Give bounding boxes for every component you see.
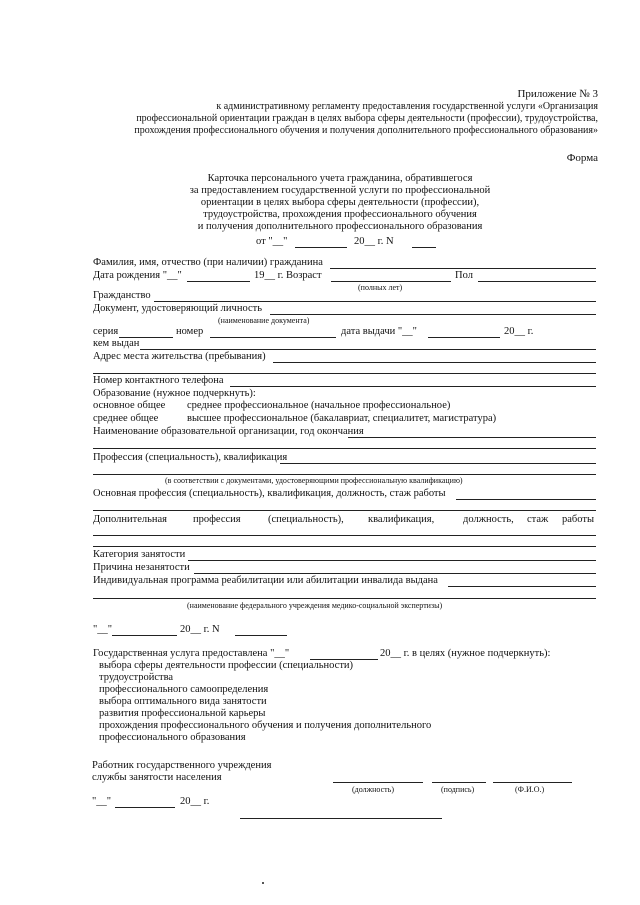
citizenship-field[interactable] bbox=[154, 301, 596, 302]
sign-date-label: "__" bbox=[92, 796, 112, 807]
extra-prof-word: стаж bbox=[527, 514, 549, 525]
extra-prof-word: квалификация, bbox=[368, 514, 435, 525]
fio-label: Фамилия, имя, отчество (при наличии) гражданина bbox=[93, 257, 323, 268]
card-title-line: Карточка персонального учета гражданина, обратившегося bbox=[207, 173, 473, 184]
issued-by-field[interactable] bbox=[140, 349, 596, 350]
edu-secondary-option[interactable]: среднее общее bbox=[93, 413, 159, 424]
number-label: номер bbox=[176, 326, 204, 337]
profession-field[interactable] bbox=[280, 463, 596, 464]
card-title-line: и получения дополнительного профессионального образования bbox=[197, 221, 483, 232]
mse-date-label: "__" bbox=[93, 624, 113, 635]
sign-month-field[interactable] bbox=[115, 807, 175, 808]
sign-note: (подпись) bbox=[441, 785, 475, 794]
unemployment-reason-label: Причина незанятости bbox=[93, 562, 190, 573]
issue-month-field[interactable] bbox=[428, 337, 500, 338]
service-year-label: 20__ г. в целях (нужное подчеркнуть): bbox=[380, 648, 551, 659]
sex-field[interactable] bbox=[478, 281, 596, 282]
ipr-field-2[interactable] bbox=[93, 598, 596, 599]
card-title bbox=[140, 173, 540, 233]
id-doc-label: Документ, удостоверяющий личность bbox=[93, 303, 262, 314]
fio-note: (Ф.И.О.) bbox=[515, 785, 545, 794]
ipr-field[interactable] bbox=[448, 586, 596, 587]
extra-prof-word: работы bbox=[562, 514, 595, 525]
ipr-label: Индивидуальная программа реабилитации или абилитации инвалида выдана bbox=[93, 575, 438, 586]
service-goal[interactable]: выбора оптимального вида занятости bbox=[99, 696, 267, 707]
edu-higher-option[interactable]: высшее профессиональное (бакалавриат, специалитет, магистратура) bbox=[187, 413, 497, 424]
edu-org-label: Наименование образовательной организации, год окончания bbox=[93, 426, 364, 437]
edu-org-field-2[interactable] bbox=[93, 448, 596, 449]
service-goal[interactable]: прохождения профессионального обучения и получения дополнительного bbox=[99, 720, 432, 731]
edu-org-field[interactable] bbox=[348, 437, 596, 438]
card-title-line: трудоустройства, прохождения профессионального обучения bbox=[203, 209, 477, 220]
mse-number-field[interactable] bbox=[235, 635, 287, 636]
service-provided-label: Государственная услуга предоставлена "__" bbox=[93, 648, 290, 659]
extra-prof-word: (специальность), bbox=[268, 514, 344, 525]
unemployment-reason-field[interactable] bbox=[194, 573, 596, 574]
edu-basic-option[interactable]: основное общее bbox=[93, 400, 166, 411]
mse-year-label: 20__ г. N bbox=[180, 624, 220, 635]
qualification-note: (в соответствии с документами, удостоверяющими профессиональную квалификацию) bbox=[165, 476, 463, 485]
sex-label: Пол bbox=[455, 270, 473, 281]
profession-field-2[interactable] bbox=[93, 474, 596, 475]
worker-label-1: Работник государственного учреждения bbox=[92, 760, 272, 771]
card-date-month-field[interactable] bbox=[295, 247, 347, 248]
service-goal[interactable]: профессионального образования bbox=[99, 732, 246, 743]
full-years-note: (полных лет) bbox=[358, 283, 403, 292]
appendix-title: Приложение № 3 bbox=[517, 88, 598, 100]
extra-prof-field[interactable] bbox=[93, 535, 596, 536]
service-goal[interactable]: выбора сферы деятельности профессии (специальности) bbox=[99, 660, 354, 671]
mse-note: (наименование федерального учреждения медико-социальной экспертизы) bbox=[187, 601, 443, 610]
education-label: Образование (нужное подчеркнуть): bbox=[93, 388, 256, 399]
worker-label-2: службы занятости населения bbox=[92, 772, 222, 783]
appendix-line-2: профессиональной ориентации граждан в целях выбора сферы деятельности (профессии), трудоустройства, bbox=[136, 113, 598, 124]
sign-year-label: 20__ г. bbox=[180, 796, 210, 807]
dob-label: Дата рождения "__" bbox=[93, 270, 182, 281]
main-profession-label: Основная профессия (специальность), квалификация, должность, стаж работы bbox=[93, 488, 446, 499]
phone-label: Номер контактного телефона bbox=[93, 375, 224, 386]
extra-prof-field-2[interactable] bbox=[93, 546, 596, 547]
card-title-line: ориентации в целях выбора сферы деятельности (профессии), bbox=[200, 197, 480, 208]
card-date-year: 20__ г. N bbox=[354, 236, 394, 247]
form-label: Форма bbox=[566, 152, 598, 164]
service-goal[interactable]: развития профессиональной карьеры bbox=[99, 708, 266, 719]
address-field[interactable] bbox=[273, 362, 596, 363]
doc-name-note: (наименование документа) bbox=[218, 316, 310, 325]
edu-mid-prof-option[interactable]: среднее профессиональное (начальное профессиональное) bbox=[187, 400, 451, 411]
phone-field[interactable] bbox=[230, 386, 596, 387]
age-field[interactable] bbox=[331, 281, 451, 282]
issue-date-label: дата выдачи "__" bbox=[341, 326, 417, 337]
extra-prof-word: профессия bbox=[193, 514, 241, 525]
fio-signature-field[interactable] bbox=[493, 782, 572, 783]
dob-year-label: 19__ г. Возраст bbox=[254, 270, 322, 281]
bottom-rule bbox=[240, 818, 442, 819]
id-doc-field[interactable] bbox=[270, 314, 596, 315]
employment-category-label: Категория занятости bbox=[93, 549, 186, 560]
series-label: серия bbox=[93, 326, 119, 337]
address-label: Адрес места жительства (пребывания) bbox=[93, 351, 266, 362]
employment-category-field[interactable] bbox=[188, 560, 596, 561]
address-field-2[interactable] bbox=[93, 373, 596, 374]
main-profession-field[interactable] bbox=[456, 499, 596, 500]
service-goal[interactable]: профессионального самоопределения bbox=[99, 684, 269, 695]
position-field[interactable] bbox=[333, 782, 423, 783]
service-goals-list bbox=[99, 660, 431, 744]
mse-month-field[interactable] bbox=[112, 635, 177, 636]
profession-label: Профессия (специальность), квалификация bbox=[93, 452, 288, 463]
service-goal[interactable]: трудоустройства bbox=[99, 672, 174, 683]
signature-field[interactable] bbox=[432, 782, 486, 783]
citizenship-label: Гражданство bbox=[93, 290, 151, 301]
main-profession-field-2[interactable] bbox=[93, 510, 596, 511]
dob-month-field[interactable] bbox=[187, 281, 250, 282]
card-date-prefix: от "__" bbox=[256, 236, 288, 247]
card-number-field[interactable] bbox=[412, 247, 436, 248]
appendix-line-1: к административному регламенту предоставления государственной услуги «Организация bbox=[216, 101, 598, 112]
appendix-line-3: прохождения профессионального обучения и получения дополнительного профессионального образования» bbox=[134, 125, 598, 136]
fio-field[interactable] bbox=[330, 268, 596, 269]
card-title-line: за предоставлением государственной услуги по профессиональной bbox=[189, 185, 491, 196]
scan-speck bbox=[262, 882, 264, 884]
position-note: (должность) bbox=[352, 785, 394, 794]
extra-prof-word: Дополнительная bbox=[93, 514, 168, 525]
issue-year-label: 20__ г. bbox=[504, 326, 534, 337]
number-field[interactable] bbox=[210, 337, 336, 338]
issued-by-label: кем выдан bbox=[93, 338, 140, 349]
extra-prof-word: должность, bbox=[463, 514, 514, 525]
